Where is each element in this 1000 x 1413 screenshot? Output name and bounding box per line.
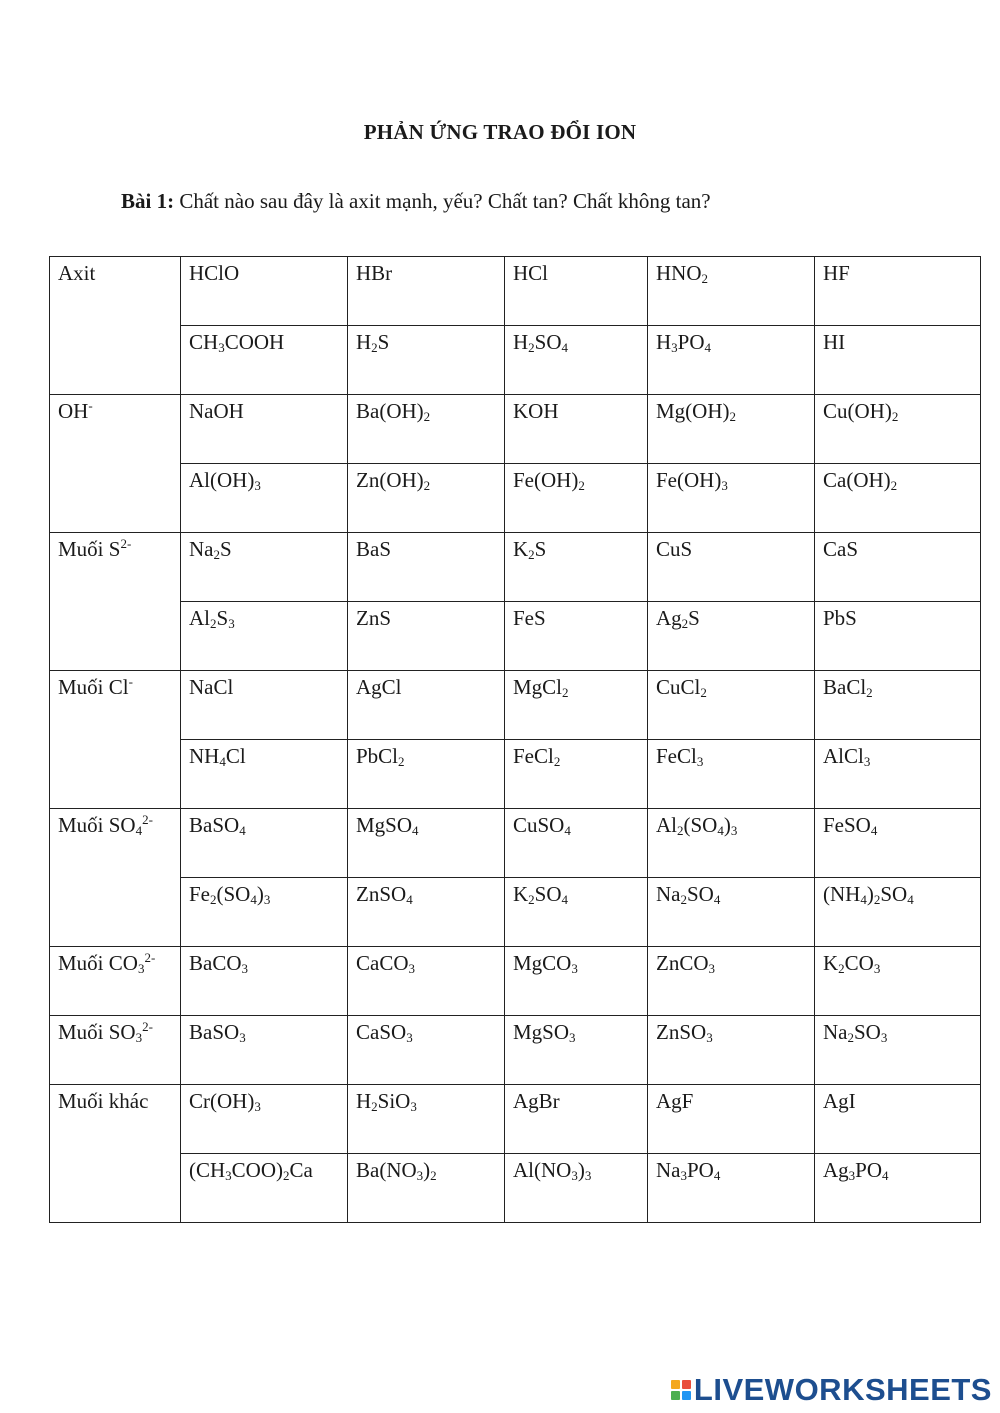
group-label: Axit	[50, 257, 181, 395]
compound-cell: $K_2SO_4$	[505, 878, 648, 947]
table-row	[50, 464, 981, 533]
compound-cell: AlCl$_3$	[815, 740, 981, 809]
compound-cell: CuCl$_2$	[648, 671, 815, 740]
table-row	[50, 257, 981, 326]
compound-cell: $Al(OH)_3$	[181, 464, 348, 533]
exercise-prompt	[121, 189, 711, 214]
compound-cell: $H_3PO_4$	[648, 326, 815, 395]
compound-cell: $Cu(OH)_2$	[815, 395, 981, 464]
exercise-text: Chất nào sau đây là axit mạnh, yếu? Chất tan? Chất không tan?	[174, 189, 711, 213]
table-row	[50, 602, 981, 671]
compound-cell: $Fe_2(SO_4)_3$	[181, 878, 348, 947]
compound-cell: FeCl$_2$	[505, 740, 648, 809]
compound-cell: BaSO$_4$	[181, 809, 348, 878]
compound-cell: FeCl$_3$	[648, 740, 815, 809]
compound-cell: $Ba(OH)_2$	[348, 395, 505, 464]
compound-cell: $Fe(OH)_2$	[505, 464, 648, 533]
compound-cell: HCl	[505, 257, 648, 326]
compound-cell: CaCO$_3$	[348, 947, 505, 1016]
compound-cell: KOH	[505, 395, 648, 464]
compound-cell: BaCl$_2$	[815, 671, 981, 740]
compound-cell: PbCl$_2$	[348, 740, 505, 809]
table-row	[50, 1154, 981, 1223]
compound-cell: AgI	[815, 1085, 981, 1154]
compound-cell: CaS	[815, 533, 981, 602]
compound-cell: $Ca(OH)_2$	[815, 464, 981, 533]
compound-cell: $CH_3COOH$	[181, 326, 348, 395]
compound-cell: $HNO_2$	[648, 257, 815, 326]
compound-cell: ZnCO$_3$	[648, 947, 815, 1016]
compound-cell: $K_2S$	[505, 533, 648, 602]
compound-cell: AgF	[648, 1085, 815, 1154]
compound-cell: $Ba(NO_3)_2$	[348, 1154, 505, 1223]
compound-cell: FeSO$_4$	[815, 809, 981, 878]
compound-cell: $Al_2S_3$	[181, 602, 348, 671]
compound-cell: CuS	[648, 533, 815, 602]
table-row	[50, 1085, 981, 1154]
compound-cell: AgCl	[348, 671, 505, 740]
compound-cell: $(CH_3COO)_2Ca$	[181, 1154, 348, 1223]
compound-cell: $Mg(OH)_2$	[648, 395, 815, 464]
table-row	[50, 1016, 981, 1085]
group-label: Muối $CO_3^{2-}$	[50, 947, 181, 1016]
compound-cell: MgSO$_3$	[505, 1016, 648, 1085]
compound-cell: $Na_3PO_4$	[648, 1154, 815, 1223]
compound-cell: NaOH	[181, 395, 348, 464]
worksheet-title: PHẢN ỨNG TRAO ĐỔI ION	[363, 120, 637, 144]
compound-cell: NaCl	[181, 671, 348, 740]
compound-cell: ZnSO$_4$	[348, 878, 505, 947]
compound-cell: MgSO$_4$	[348, 809, 505, 878]
table-row	[50, 395, 981, 464]
table-row	[50, 947, 981, 1016]
table-row	[50, 326, 981, 395]
compound-cell: CaSO$_3$	[348, 1016, 505, 1085]
compound-cell: $H_2S$	[348, 326, 505, 395]
compound-cell: $K_2CO_3$	[815, 947, 981, 1016]
liveworksheets-logo-text: LIVEWORKSHEETS	[693, 1372, 992, 1407]
compound-cell: ZnSO$_3$	[648, 1016, 815, 1085]
table-row	[50, 533, 981, 602]
compound-cell: $Al_2(SO_4)_3$	[648, 809, 815, 878]
compound-table	[49, 256, 981, 1223]
compound-cell: HClO	[181, 257, 348, 326]
compound-cell: $H_2SO_4$	[505, 326, 648, 395]
table-row	[50, 740, 981, 809]
compound-cell: BaCO$_3$	[181, 947, 348, 1016]
compound-cell: HBr	[348, 257, 505, 326]
compound-cell: $(NH_4)_2SO_4$	[815, 878, 981, 947]
compound-cell: MgCl$_2$	[505, 671, 648, 740]
table-row	[50, 671, 981, 740]
compound-cell: $Na_2SO_4$	[648, 878, 815, 947]
liveworksheets-logo-icon	[671, 1380, 691, 1400]
compound-cell: $Ag_3PO_4$	[815, 1154, 981, 1223]
compound-cell: FeS	[505, 602, 648, 671]
compound-cell: $H_2SiO_3$	[348, 1085, 505, 1154]
compound-table-body	[50, 257, 981, 1223]
compound-cell: $Na_2SO_3$	[815, 1016, 981, 1085]
compound-cell: $Fe(OH)_3$	[648, 464, 815, 533]
compound-cell: $Al(NO_3)_3$	[505, 1154, 648, 1223]
compound-cell: $Na_2S$	[181, 533, 348, 602]
compound-cell: HF	[815, 257, 981, 326]
compound-cell: $Cr(OH)_3$	[181, 1085, 348, 1154]
compound-cell: HI	[815, 326, 981, 395]
compound-cell: BaSO$_3$	[181, 1016, 348, 1085]
liveworksheets-logo	[671, 1373, 992, 1407]
table-row	[50, 878, 981, 947]
compound-cell: ZnS	[348, 602, 505, 671]
compound-cell: CuSO$_4$	[505, 809, 648, 878]
group-label: Muối Cl-	[50, 671, 181, 809]
compound-cell: $NH_4Cl$	[181, 740, 348, 809]
table-row	[50, 809, 981, 878]
compound-cell: $Ag_2S$	[648, 602, 815, 671]
group-label: OH-	[50, 395, 181, 533]
group-label: Muối $S^{2-}$	[50, 533, 181, 671]
compound-cell: AgBr	[505, 1085, 648, 1154]
compound-cell: PbS	[815, 602, 981, 671]
compound-cell: BaS	[348, 533, 505, 602]
group-label: Muối $SO_4^{2-}$	[50, 809, 181, 947]
exercise-number: Bài 1:	[121, 189, 175, 213]
compound-cell: $Zn(OH)_2$	[348, 464, 505, 533]
compound-cell: MgCO$_3$	[505, 947, 648, 1016]
group-label: Muối khác	[50, 1085, 181, 1223]
group-label: Muối $SO_3^{2-}$	[50, 1016, 181, 1085]
